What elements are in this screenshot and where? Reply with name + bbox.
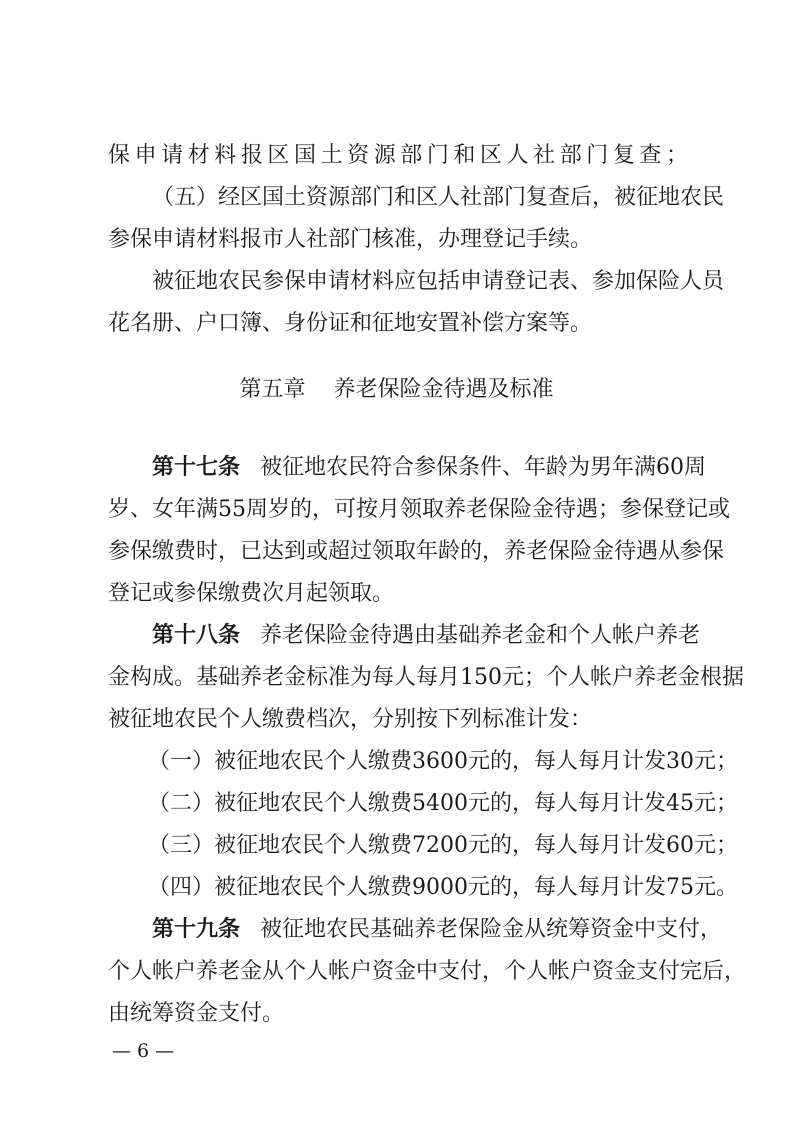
body-line: 花名册、户口簿、身份证和征地安置补偿方案等。 — [108, 311, 593, 336]
chapter-number: 第五章 — [239, 377, 306, 402]
body-line: 参保申请材料报市人社部门核准，办理登记手续。 — [108, 227, 593, 252]
article-19-line: 由统筹资金支付。 — [108, 1001, 285, 1026]
article-18-line: 被征地农民个人缴费档次，分别按下列标准计发： — [108, 707, 593, 732]
article-19-line: 个人帐户养老金从个人帐户资金中支付，个人帐户资金支付完后， — [108, 959, 747, 984]
list-item: （一）被征地农民个人缴费3600元的，每人每月计发30元； — [148, 749, 738, 774]
article-17-line: 岁、女年满55周岁的，可按月领取养老保险金待遇；参保登记或 — [108, 497, 730, 522]
chapter-title: 养老保险金待遇及标准 — [333, 377, 554, 402]
article-18-line: 第十八条 养老保险金待遇由基础养老金和个人帐户养老 — [152, 623, 701, 648]
body-line: 被征地农民参保申请材料应包括申请登记表、参加保险人员 — [152, 269, 725, 294]
body-line: （五）经区国土资源部门和区人社部门复查后，被征地农民 — [152, 185, 725, 210]
list-item: （二）被征地农民个人缴费5400元的，每人每月计发45元； — [148, 791, 738, 816]
article-19-label: 第十九条 — [152, 917, 241, 942]
article-17-label: 第十七条 — [152, 455, 241, 480]
article-18-label: 第十八条 — [152, 623, 241, 648]
article-17-line: 参保缴费时，已达到或超过领取年龄的，养老保险金待遇从参保 — [108, 539, 725, 564]
article-17-line: 登记或参保缴费次月起领取。 — [108, 581, 395, 606]
article-18-line: 金构成。基础养老金标准为每人每月150元；个人帐户养老金根据 — [108, 665, 744, 690]
list-item: （四）被征地农民个人缴费9000元的，每人每月计发75元。 — [148, 875, 738, 900]
body-line: 保申请材料报区国土资源部门和区人社部门复查； — [108, 143, 688, 168]
page-number: — 6 — — [112, 1040, 175, 1062]
article-17-line: 第十七条 被征地农民符合参保条件、年龄为男年满60周 — [152, 455, 707, 480]
article-19-line: 第十九条 被征地农民基础养老保险金从统筹资金中支付， — [152, 917, 723, 942]
list-item: （三）被征地农民个人缴费7200元的，每人每月计发60元； — [148, 833, 738, 858]
chapter-heading — [0, 370, 793, 410]
